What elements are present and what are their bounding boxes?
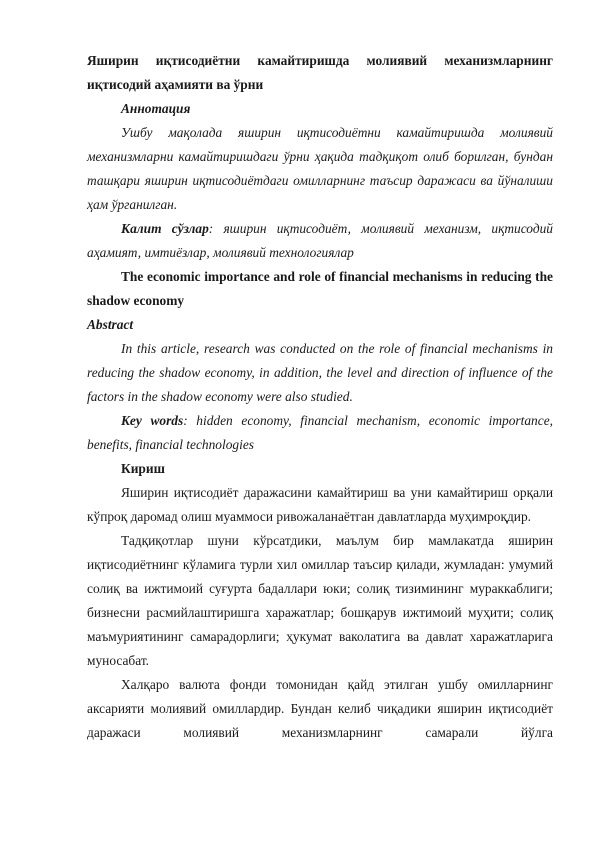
keywords-english-text: : hidden economy, financial mechanism, economic importance, benefits, financial technologies bbox=[87, 413, 553, 452]
keywords-english-label: Key words bbox=[121, 413, 184, 428]
intro-paragraph: Тадқиқотлар шуни кўрсатдики, маълум бир мамлакатда яширин иқтисодиётнинг кўламига турли хил омиллар таъсир қилади, жумладан: умумий солиқ ва ижтимоий суғурта бадаллари юки; солиқ тизимининг мураккаблиги; бизнесни расмийлаштиришга харажатлар; бошқарув ижтимоий муҳити; солиқ маъмуриятининг самарадорлиги; ҳукумат ваколатига ва давлат харажатларига муносабат. bbox=[87, 533, 553, 668]
title-uzbek: Яширин иқтисодиётни камайтиришда молиявий механизмларнинг иқтисодий аҳамияти ва ўрни bbox=[87, 53, 553, 92]
abstract-heading: Abstract bbox=[87, 317, 134, 332]
intro-paragraph: Яширин иқтисодиёт даражасини камайтириш ва уни камайтириш орқали кўпроқ даромад олиш муаммоси ривожаланаётган давлатларда муҳимроқдир. bbox=[87, 485, 553, 524]
keywords-uzbek-label: Калит сўзлар bbox=[121, 221, 209, 236]
keywords-uzbek bbox=[87, 217, 553, 265]
abstract-text: In this article, research was conducted on the role of financial mechanisms in reducing the shadow economy, in addition, the level and direction of influence of the factors in the shadow economy were also studied. bbox=[87, 341, 553, 404]
keywords-uzbek-text: : яширин иқтисодиёт, молиявий механизм, иқтисодий аҳамият, имтиёзлар, молиявий технологиялар bbox=[87, 221, 553, 260]
title-english: The economic importance and role of financial mechanisms in reducing the shadow economy bbox=[87, 269, 553, 308]
document-body bbox=[87, 49, 553, 745]
intro-heading: Кириш bbox=[121, 461, 165, 476]
intro-paragraph: Халқаро валюта фонди томонидан қайд этилган ушбу омилларнинг аксарияти молиявий омиллардир. Бундан келиб чиқадики яширин иқтисодиёт даражаси молиявий механизмларнинг самарали йўлга bbox=[87, 677, 553, 740]
annotation-text: Ушбу мақолада яширин иқтисодиётни камайтиришда молиявий механизмларни камайтиришдаги ўрни ҳақида тадқиқот олиб борилган, бундан ташқари яширин иқтисодиётдаги омилларнинг таъсир даражаси ва йўналиши ҳам ўрганилган. bbox=[87, 125, 553, 212]
keywords-english bbox=[87, 409, 553, 457]
annotation-heading: Аннотация bbox=[121, 101, 191, 116]
